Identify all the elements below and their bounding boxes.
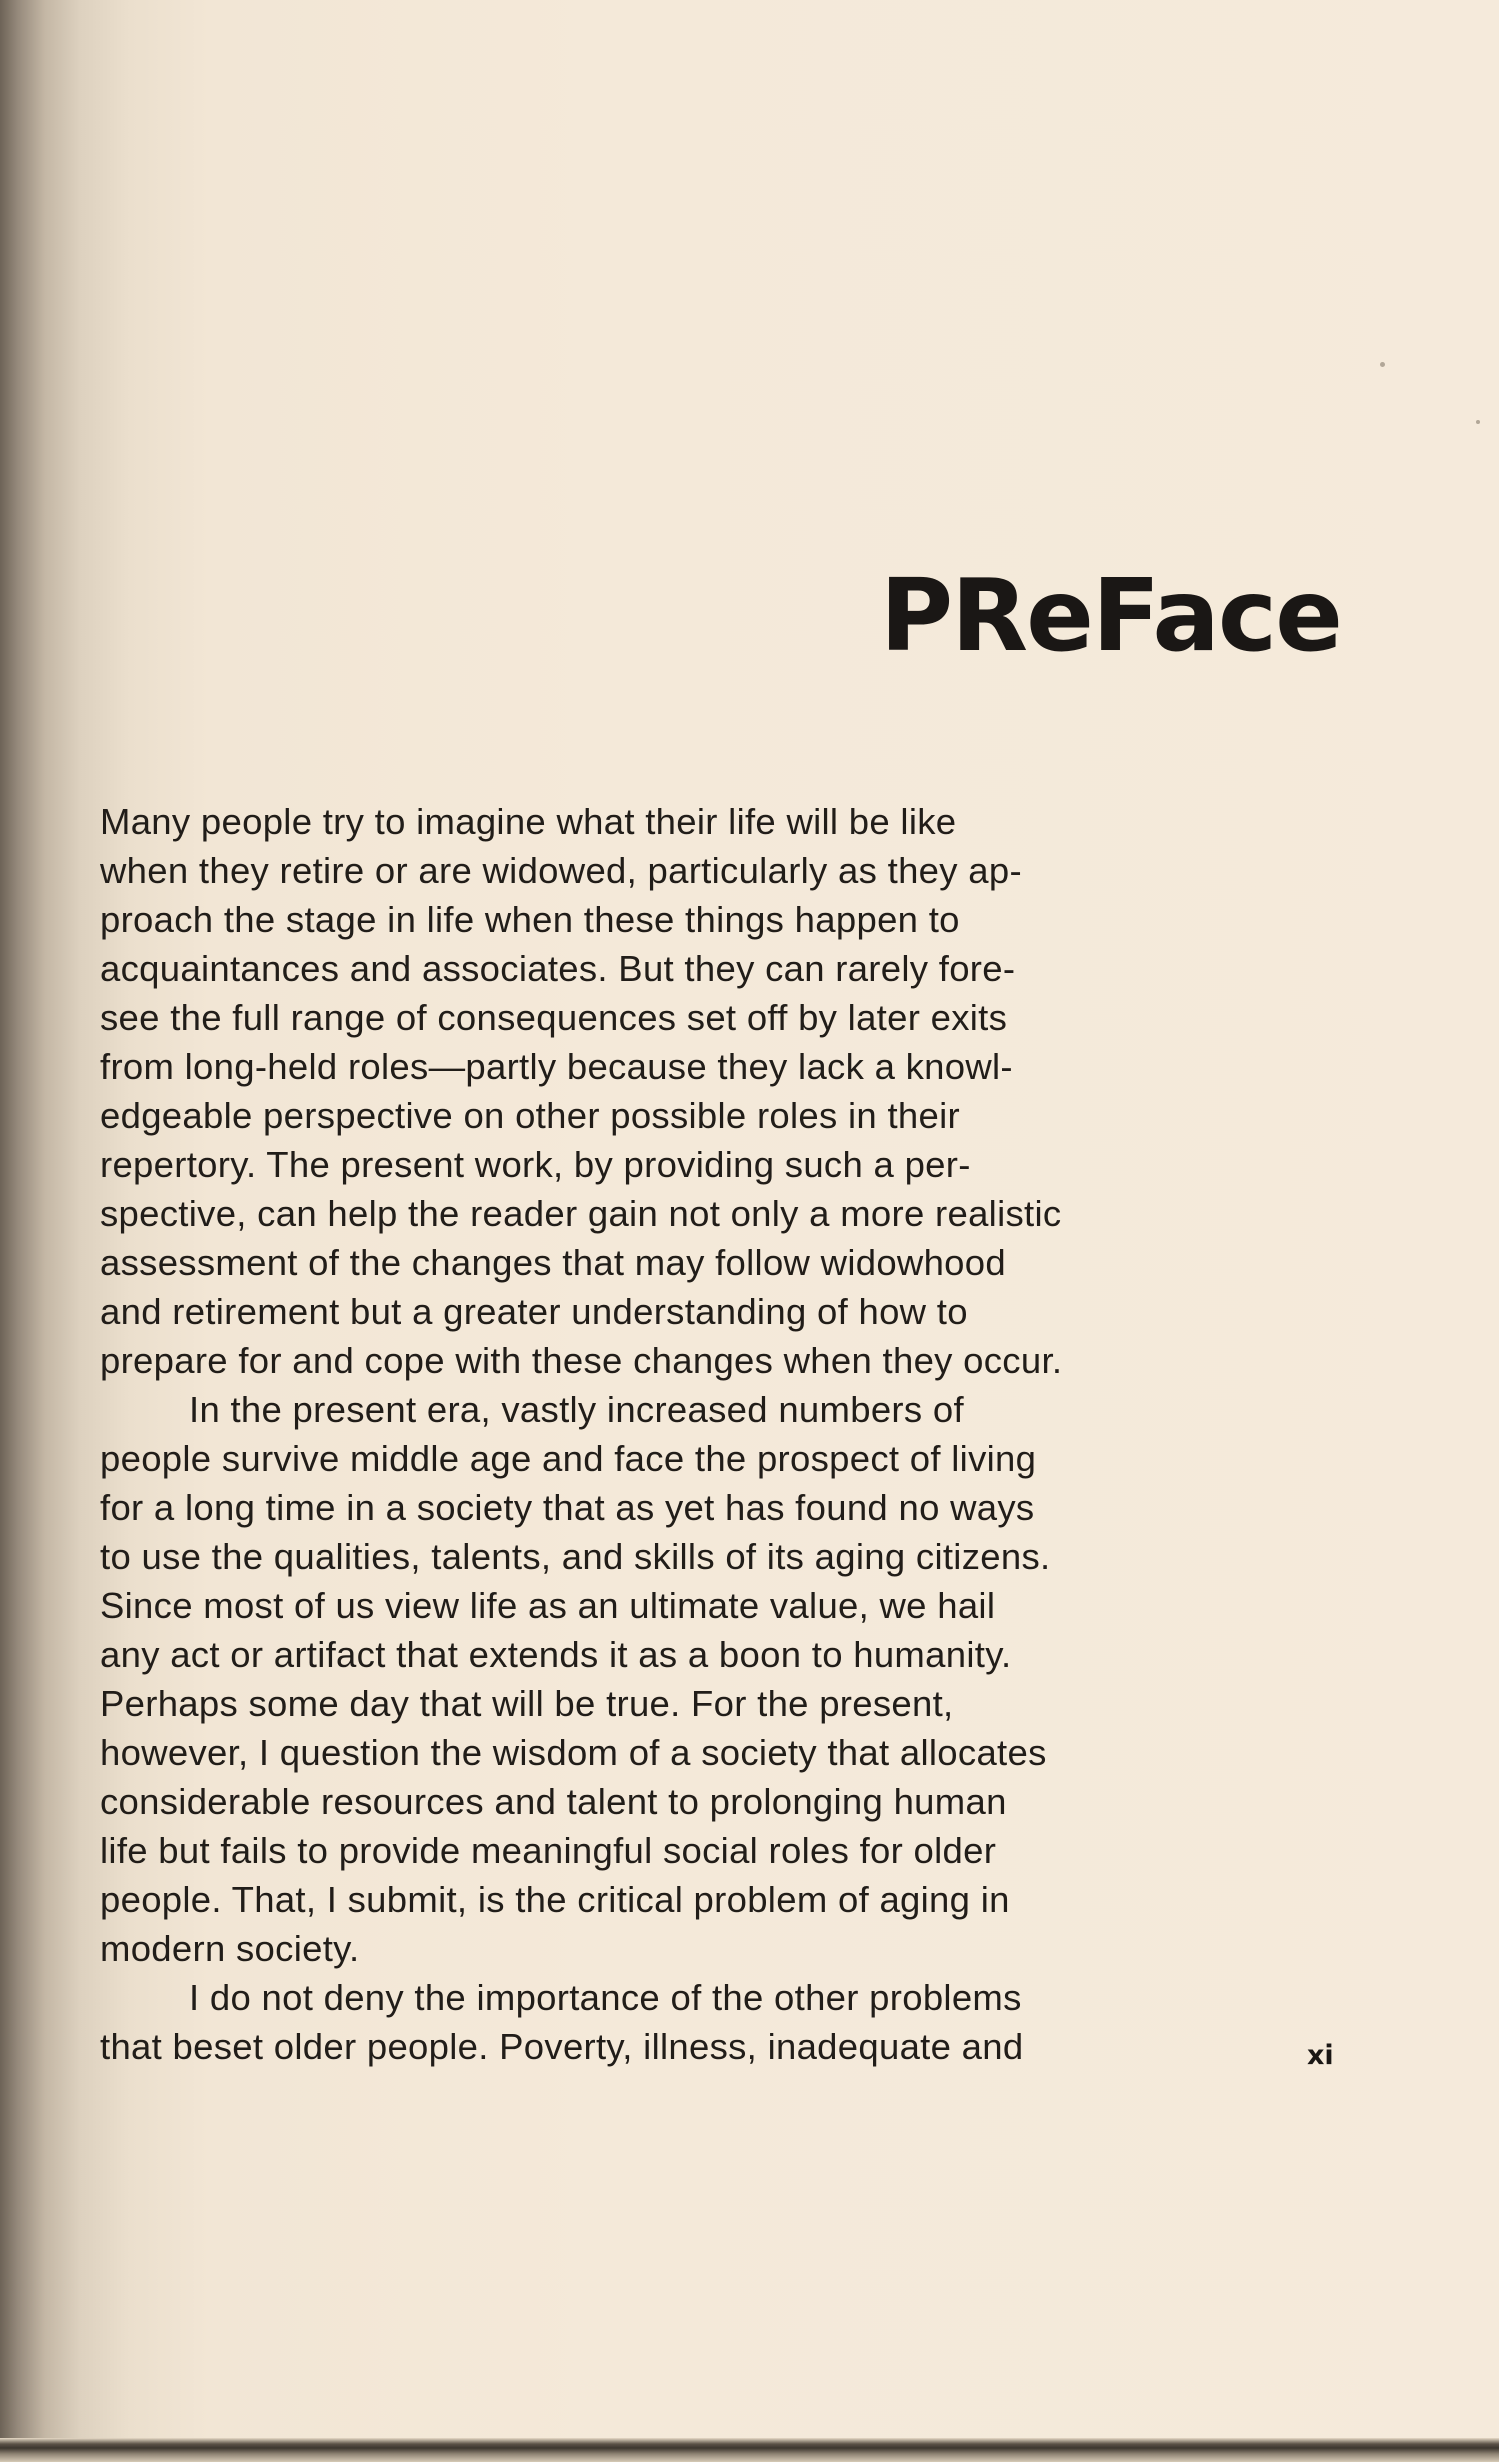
text-line: life but fails to provide meaningful social roles for older [100, 1830, 997, 1871]
text-line: proach the stage in life when these things happen to [100, 899, 960, 940]
text-line: see the full range of consequences set off by later exits [100, 997, 1008, 1038]
text-line: acquaintances and associates. But they can rarely fore- [100, 948, 1016, 989]
paper-speck [1380, 362, 1385, 367]
text-line: that beset older people. Poverty, illness, inadequate and [100, 2026, 1024, 2067]
text-line: people survive middle age and face the prospect of living [100, 1438, 1037, 1479]
text-line: from long-held roles—partly because they lack a knowl- [100, 1046, 1013, 1087]
paragraph-start-line: In the present era, vastly increased numbers of [189, 1389, 964, 1430]
page-number: xi [1307, 2040, 1334, 2071]
text-line: any act or artifact that extends it as a boon to humanity. [100, 1634, 1012, 1675]
text-line: when they retire or are widowed, particularly as they ap- [100, 850, 1022, 891]
text-line: Perhaps some day that will be true. For the present, [100, 1683, 954, 1724]
paper-speck [1476, 420, 1480, 424]
text-line: however, I question the wisdom of a society that allocates [100, 1732, 1047, 1773]
text-line: people. That, I submit, is the critical problem of aging in [100, 1879, 1010, 1920]
text-line: considerable resources and talent to prolonging human [100, 1781, 1007, 1822]
page-bottom-edge [0, 2438, 1499, 2462]
preface-body [100, 797, 1280, 2071]
text-line: prepare for and cope with these changes when they occur. [100, 1340, 1063, 1381]
text-line: and retirement but a greater understanding of how to [100, 1291, 968, 1332]
text-line: assessment of the changes that may follow widowhood [100, 1242, 1006, 1283]
text-line: repertory. The present work, by providing such a per- [100, 1144, 971, 1185]
text-line: modern society. [100, 1928, 360, 1969]
text-line: Since most of us view life as an ultimate value, we hail [100, 1585, 996, 1626]
paragraph-start-line: I do not deny the importance of the other problems [189, 1977, 1022, 2018]
text-line: spective, can help the reader gain not only a more realistic [100, 1193, 1062, 1234]
text-line: for a long time in a society that as yet has found no ways [100, 1487, 1035, 1528]
text-line: to use the qualities, talents, and skills of its aging citizens. [100, 1536, 1051, 1577]
text-line: edgeable perspective on other possible roles in their [100, 1095, 960, 1136]
text-line: Many people try to imagine what their life will be like [100, 801, 957, 842]
page-title: PReFace [879, 557, 1341, 674]
